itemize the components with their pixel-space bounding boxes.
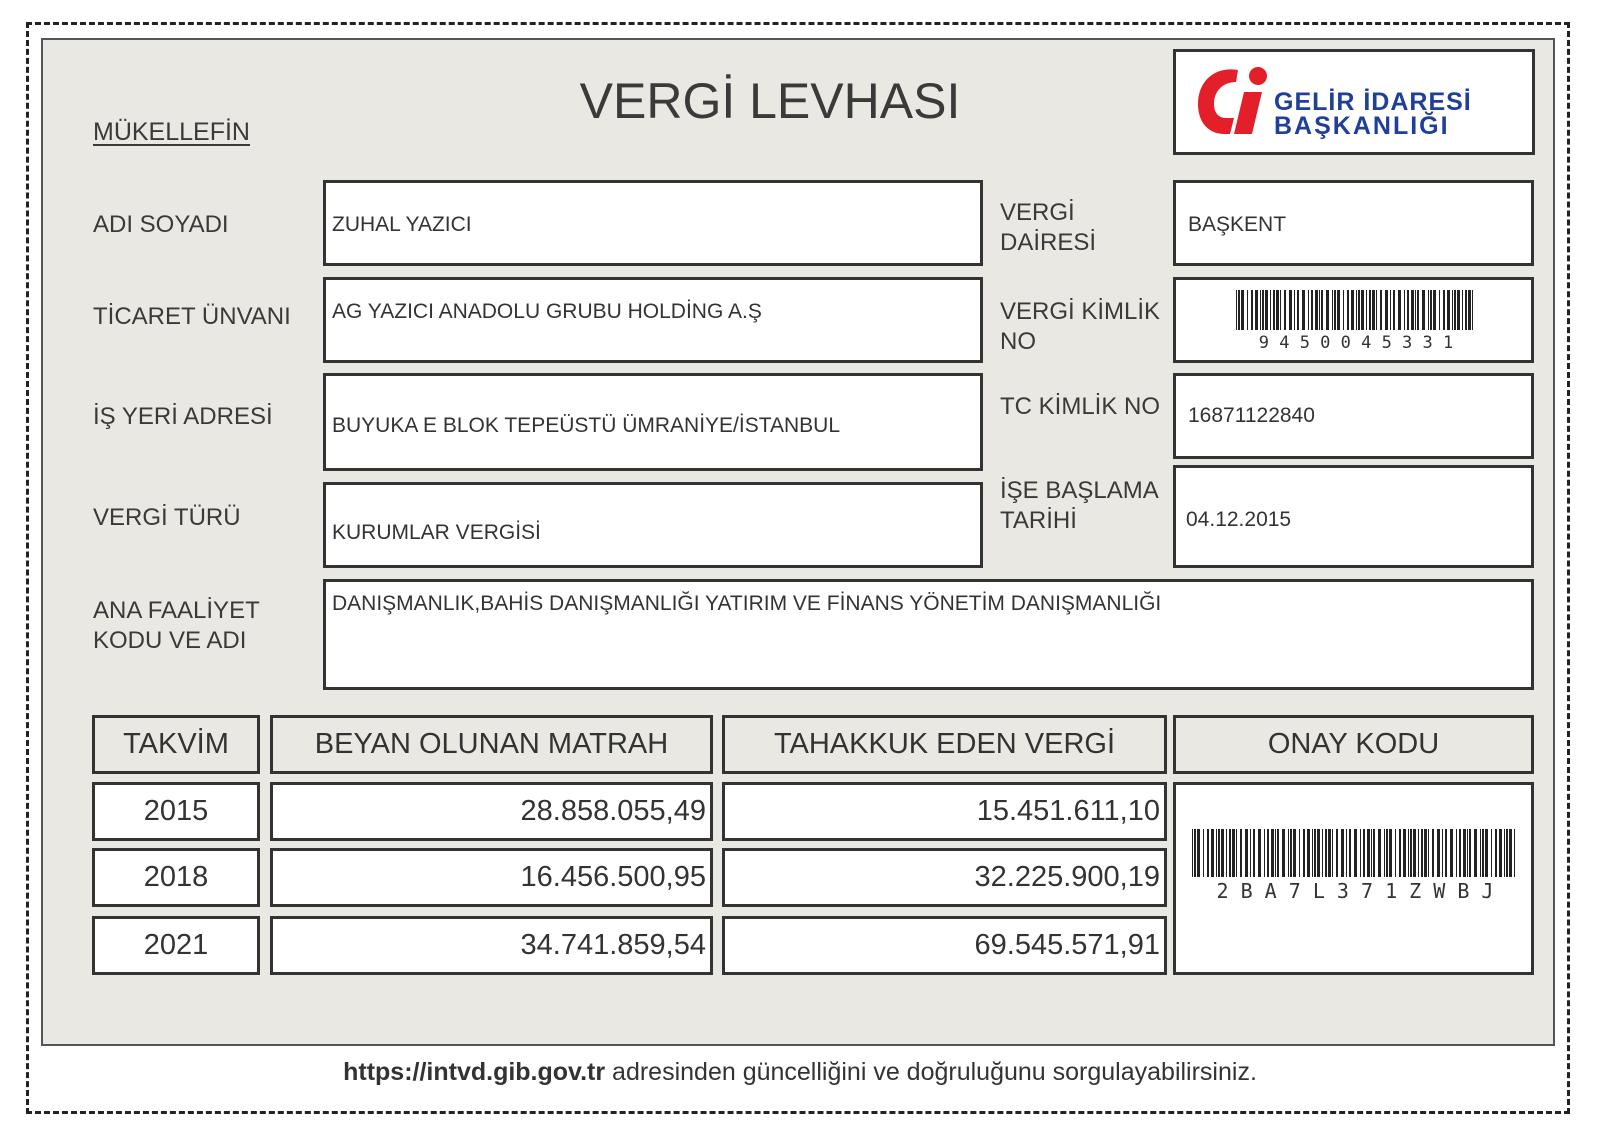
- label-ana-faaliyet: ANA FAALİYET KODU VE ADI: [93, 597, 260, 654]
- field-tc-kimlik-no: [1173, 373, 1534, 459]
- field-ise-baslama-tarihi: [1173, 465, 1534, 568]
- label-ise-baslama-tarihi: İŞE BAŞLAMA TARİHİ: [1000, 477, 1159, 534]
- label-is-yeri-adresi: İŞ YERİ ADRESİ: [93, 403, 273, 430]
- table-row-year: 2015: [92, 782, 260, 841]
- footer-note: [0, 1058, 1600, 1087]
- logo-line-2: BAŞKANLIĞI: [1274, 112, 1450, 140]
- value-vergi-dairesi: BAŞKENT: [1188, 213, 1287, 236]
- logo-line-1: GELİR İDARESİ: [1274, 88, 1472, 116]
- table-row-year: 2021: [92, 916, 260, 975]
- field-vergi-turu: [323, 482, 983, 568]
- onay-kodu-barcode-icon: [1192, 829, 1518, 877]
- value-vergi-kimlik-no: 9 4 5 0 0 4 5 3 3 1: [1258, 333, 1454, 353]
- field-vergi-dairesi: [1173, 180, 1534, 266]
- table-row-matrah: 16.456.500,95: [270, 848, 713, 907]
- table-row-vergi: 15.451.611,10: [722, 782, 1167, 841]
- field-vergi-kimlik-no: [1173, 277, 1534, 363]
- table-row-matrah: 34.741.859,54: [270, 916, 713, 975]
- value-ana-faaliyet: DANIŞMANLIK,BAHİS DANIŞMANLIĞI YATIRIM VE FİNANS YÖNETİM DANIŞMANLIĞI: [332, 592, 1162, 615]
- table-row-vergi: 32.225.900,19: [722, 848, 1167, 907]
- label-vergi-kimlik-no: VERGİ KİMLİK NO: [1000, 298, 1161, 355]
- field-adi-soyadi: [323, 180, 983, 266]
- label-adi-soyadi: ADI SOYADI: [93, 211, 229, 238]
- value-is-yeri-adresi: BUYUKA E BLOK TEPEÜSTÜ ÜMRANİYE/İSTANBUL: [332, 414, 841, 437]
- table-header-matrah: BEYAN OLUNAN MATRAH: [270, 715, 713, 774]
- value-ticaret-unvani: AG YAZICI ANADOLU GRUBU HOLDİNG A.Ş: [332, 300, 762, 323]
- vkn-barcode-icon: [1236, 290, 1476, 330]
- section-label: MÜKELLEFİN: [93, 118, 250, 146]
- field-ana-faaliyet: [323, 579, 1534, 690]
- onay-kodu-cell: [1173, 782, 1534, 975]
- gib-logo: [1173, 49, 1535, 155]
- table-row-year: 2018: [92, 848, 260, 907]
- footer-url: https://intvd.gib.gov.tr: [343, 1058, 606, 1086]
- label-vergi-turu: VERGİ TÜRÜ: [93, 504, 241, 531]
- value-ise-baslama-tarihi: 04.12.2015: [1186, 508, 1292, 531]
- label-ticaret-unvani: TİCARET ÜNVANI: [93, 303, 291, 330]
- table-row-matrah: 28.858.055,49: [270, 782, 713, 841]
- table-header-takvim: TAKVİM: [92, 715, 260, 774]
- value-adi-soyadi: ZUHAL YAZICI: [332, 213, 472, 236]
- field-ticaret-unvani: [323, 277, 983, 363]
- field-is-yeri-adresi: [323, 373, 983, 471]
- table-header-vergi: TAHAKKUK EDEN VERGİ: [722, 715, 1167, 774]
- onay-kodu-value: 2 B A 7 L 3 7 1 Z W B J: [1216, 879, 1494, 903]
- table-header-onay-kodu: ONAY KODU: [1173, 715, 1534, 774]
- label-tc-kimlik-no: TC KİMLİK NO: [1000, 393, 1161, 420]
- value-tc-kimlik-no: 16871122840: [1188, 404, 1315, 427]
- document-title: VERGİ LEVHASI: [579, 73, 961, 129]
- footer-text: adresinden güncelliğini ve doğruluğunu sorgulayabilirsiniz.: [605, 1058, 1257, 1086]
- label-vergi-dairesi: VERGİ DAİRESİ: [1000, 199, 1097, 256]
- value-vergi-turu: KURUMLAR VERGİSİ: [332, 521, 541, 544]
- table-row-vergi: 69.545.571,91: [722, 916, 1167, 975]
